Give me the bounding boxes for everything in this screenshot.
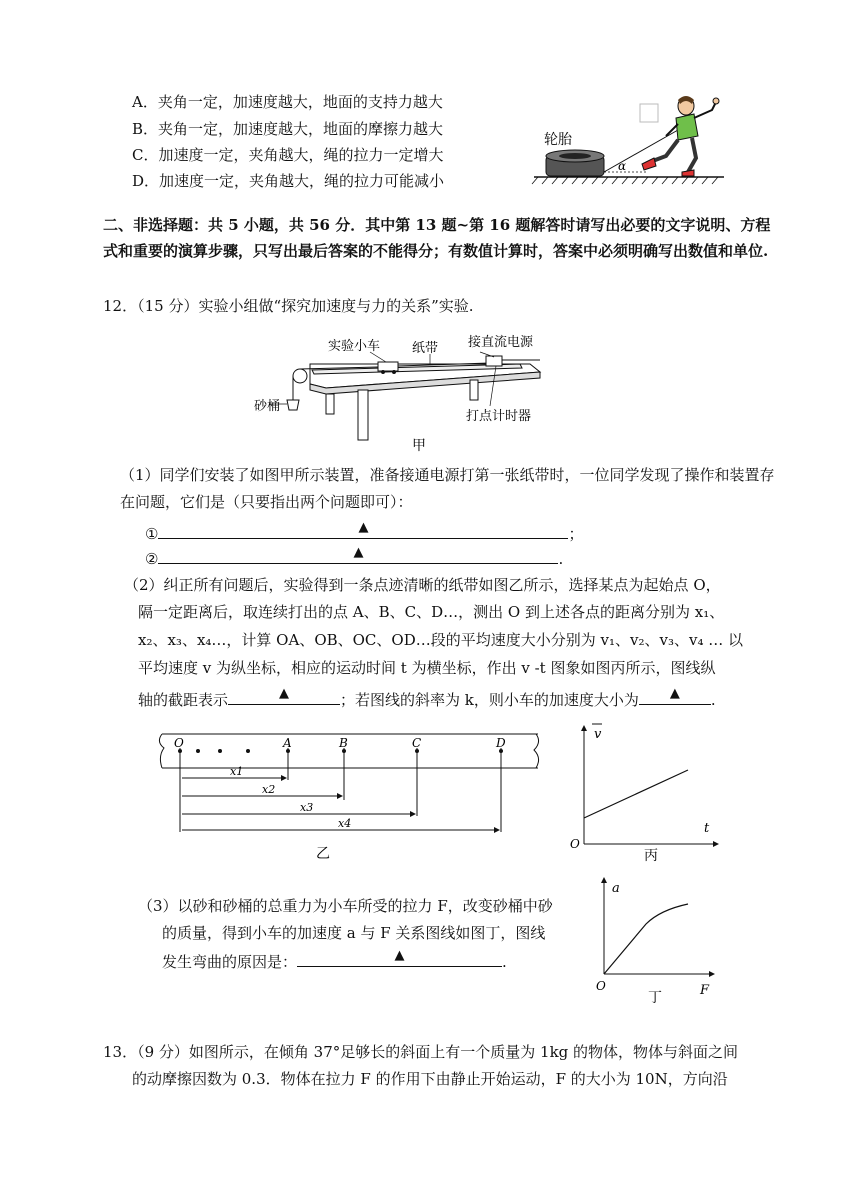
q11-option-a: A．夹角一定，加速度越大，地面的支持力越大 bbox=[132, 93, 443, 111]
q12-stem: 12．（15 分）实验小组做“探究加速度与力的关系”实验. bbox=[103, 297, 474, 315]
dist-x1: x1 bbox=[230, 765, 244, 778]
dist-x3: x3 bbox=[300, 801, 314, 814]
tape-label: 纸带 bbox=[412, 341, 439, 356]
answer-blank-3[interactable]: ▲ bbox=[228, 686, 340, 705]
car-label: 实验小车 bbox=[328, 339, 381, 354]
fig-bing-graph bbox=[566, 720, 726, 866]
ding-origin: O bbox=[596, 979, 606, 993]
answer-blank-5[interactable]: ▲ bbox=[297, 948, 502, 967]
timer-label: 打点计时器 bbox=[466, 409, 532, 424]
bing-ylabel: v bbox=[594, 727, 602, 742]
ding-ylabel: a bbox=[612, 881, 620, 896]
tape-point-d: D bbox=[496, 736, 506, 750]
angle-alpha-label: α bbox=[618, 159, 627, 173]
q11-tire-figure bbox=[528, 92, 728, 188]
q12-part1-item2: ② ▲ . bbox=[145, 545, 564, 568]
section2-heading: 二、非选择题：共 5 小题，共 56 分．其中第 13 题~第 16 题解答时请写出必要的文字说明、方程式和重要的演算步骤，只写出最后答案的不能得分；有数值计算时，答案中必须明确写出数值和单位. bbox=[103, 216, 771, 260]
fig-ding-graph bbox=[590, 874, 720, 1008]
q12-part3-line1: （3）以砂和砂桶的总重力为小车所受的拉力 F，改变砂桶中砂 bbox=[138, 897, 553, 915]
dist-x4: x4 bbox=[338, 817, 352, 830]
bing-xlabel: t bbox=[704, 821, 710, 836]
q12-part1-item1: ① ▲ ； bbox=[145, 520, 584, 543]
q12-part1-text: （1）同学们安装了如图甲所示装置，准备接通电源打第一张纸带时，一位同学发现了操作和装置存在问题，它们是（只要指出两个问题即可）： bbox=[120, 466, 775, 511]
fig-jia-caption: 甲 bbox=[412, 438, 426, 454]
fig-yi-tape bbox=[158, 728, 544, 864]
q12-part2-line2: 隔一定距离后，取连续打出的点 A、B、C、D…，测出 O 到上述各点的距离分别为 x₁、 bbox=[138, 603, 725, 621]
fig-jia-apparatus bbox=[250, 330, 550, 460]
tire-label: 轮胎 bbox=[544, 132, 572, 148]
bing-origin: O bbox=[570, 837, 580, 851]
q11-option-d: D．加速度一定，夹角越大，绳的拉力可能减小 bbox=[132, 172, 445, 190]
tape-point-o: O bbox=[174, 736, 184, 750]
answer-blank-2[interactable]: ▲ bbox=[158, 545, 558, 564]
fig-bing-caption: 丙 bbox=[644, 848, 658, 864]
q13-line1: 13．（9 分）如图所示，在倾角 37°足够长的斜面上有一个质量为 1kg 的物体，物体与斜面之间 bbox=[103, 1043, 739, 1061]
fig-yi-caption: 乙 bbox=[316, 846, 330, 862]
dist-x2: x2 bbox=[262, 783, 276, 796]
q11-option-c: C．加速度一定，夹角越大，绳的拉力一定增大 bbox=[132, 146, 444, 164]
q12-part3-line2: 的质量，得到小车的加速度 a 与 F 关系图线如图丁，图线 bbox=[162, 924, 546, 942]
q13-line2: 的动摩擦因数为 0.3．物体在拉力 F 的作用下由静止开始运动，F 的大小为 10N，方向沿 bbox=[132, 1070, 728, 1088]
q12-part2-line4: 平均速度 v 为纵坐标，相应的运动时间 t 为横坐标，作出 v -t 图象如图丙所示，图线纵 bbox=[138, 659, 716, 677]
q12-part2-line3: x₂、x₃、x₄…，计算 OA、OB、OC、OD…段的平均速度大小分别为 v₁、v₂、v₃、v₄ … 以 bbox=[138, 631, 743, 649]
tape-point-b: B bbox=[339, 736, 348, 750]
ding-xlabel: F bbox=[700, 983, 710, 998]
fig-ding-caption: 丁 bbox=[648, 990, 662, 1006]
tape-point-a: A bbox=[283, 736, 292, 750]
bucket-label: 砂桶 bbox=[254, 399, 281, 414]
q12-part3-line3: 发生弯曲的原因是： ▲ . bbox=[162, 948, 507, 971]
q12-part2-line1: （2）纠正所有问题后，实验得到一条点迹清晰的纸带如图乙所示，选择某点为起始点 O， bbox=[124, 576, 721, 594]
power-label: 接直流电源 bbox=[468, 335, 534, 350]
q11-option-b: B．夹角一定，加速度越大，地面的摩擦力越大 bbox=[132, 120, 444, 138]
answer-blank-4[interactable]: ▲ bbox=[639, 686, 711, 705]
tape-point-c: C bbox=[412, 736, 422, 750]
answer-blank-1[interactable]: ▲ bbox=[158, 520, 568, 539]
q12-part2-line5: 轴的截距表示 ▲ ；若图线的斜率为 k，则小车的加速度大小为 ▲ . bbox=[138, 686, 716, 709]
